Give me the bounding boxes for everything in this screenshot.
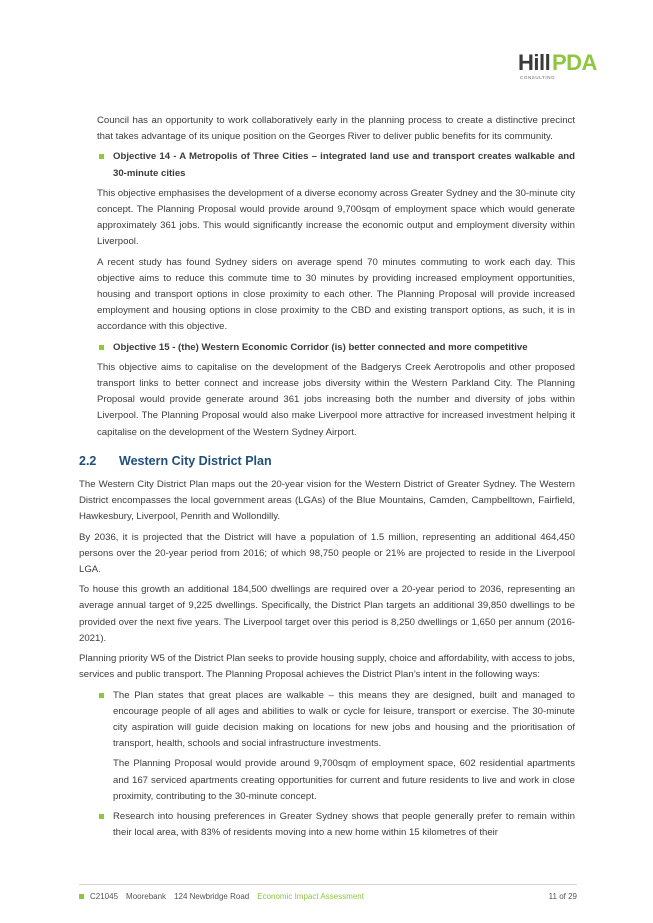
bullet-square-icon [99,154,104,159]
logo-subtitle: CONSULTING [520,75,556,80]
section-heading [79,453,575,469]
logo-text-pda: PDA [552,50,597,75]
bullet-text: Research into housing preferences in Greater Sydney shows that people generally prefer to remain within their local area, with 83% of residents moving into a new home within 15 kilometres of their [113,810,575,839]
objective-14-paragraph-2: A recent study has found Sydney siders on average spend 70 minutes commuting to work each day. This objective aims to reduce this commute time to 30 minutes by providing increased employment opportunities, housing and transport options in close proximity to each other. The Planning Proposal will provide increased employment and housing options in close proximity to the CBD and existing transport options, as such, it is in accordance with this objective. [97,256,575,333]
intro-paragraph: Council has an opportunity to work collaboratively early in the planning process to create a distinctive precinct that takes advantage of its unique position on the Georges River to deliver public benefits for its community. [97,115,575,143]
section-paragraph-1: The Western City District Plan maps out the 20-year vision for the Western District of Greater Sydney. The Western District encompasses the local government areas (LGAs) of the Blue Mountains, Camden, Campbelltown, Fairfield, Hawkesbury, Liverpool, Penrith and Wollondilly. [79,479,575,523]
objective-15-heading [79,340,575,356]
page-footer [79,892,577,901]
section-paragraph-4: Planning priority W5 of the District Plan seeks to provide housing supply, choice and affordability, with access to jobs, services and public transport. The Planning Proposal achieves the District Plan’s intent in the following ways: [79,653,575,681]
objective-15-title: Objective 15 - (the) Western Economic Corridor (is) better connected and more competitive [113,341,528,353]
objective-15-paragraph-1: This objective aims to capitalise on the development of the Badgerys Creek Aerotropolis and other proposed transport links to better connect and increase jobs diversity within the Western Parkland City. The Planning Proposal would provide generate around 361 jobs increasing both the number and diversity of jobs within Liverpool. The Planning Proposal would also make Liverpool more attractive for increased investment helping it capitalise on the development of the Western Sydney Airport. [97,361,575,438]
section-title: Western City District Plan [119,453,272,468]
page-number: 11 of 29 [548,892,577,901]
section-paragraph-2: By 2036, it is projected that the District will have a population of 1.5 million, representing an additional 464,450 persons over the 20-year period from 2016; of which 98,750 people or 21% are projected to reside in the Liverpool LGA. [79,531,575,576]
objective-14-title: Objective 14 - A Metropolis of Three Cities – integrated land use and transport creates walkable and 30-minute cities [113,151,575,179]
footer-square-icon [79,894,84,899]
document-body [79,113,575,845]
bullet-text: The Plan states that great places are walkable – this means they are designed, built and managed to encourage people of all ages and abilities to walk or cycle for leisure, transport or exercise. The 30-minute city aspiration will guide decision making on locations for new jobs and housing and the prioritisation of transport, health, schools and social infrastructure investments. [113,689,575,750]
logo-text-hill: Hill [518,50,551,75]
bullet-square-icon [99,345,104,350]
objective-14-heading [79,149,575,181]
footer-report-title: Economic Impact Assessment [257,892,364,901]
bullet-continuation-paragraph: The Planning Proposal would provide around 9,700sqm of employment space, 602 residential apartments and 167 serviced apartments creating opportunities for current and future residents to live and work in close proximity, contributing to the 30-minute concept. [113,758,575,802]
bullet-item-housing-preferences [79,809,575,841]
section-paragraph-3: To house this growth an additional 184,500 dwellings are required over a 20-year period to 2036, representing an average annual target of 9,225 dwellings. Specifically, the District Plan targets an additional 39,850 dwellings to be provided over the next five years. The Liverpool target over this period is 8,250 dwellings or 1,650 per annum (2016-2021). [79,584,575,644]
footer-project: Moorebank [126,892,167,901]
objective-14-paragraph-1: This objective emphasises the development of a diverse economy across Greater Sydney and the 30-minute city concept. The Planning Proposal would provide around 9,700sqm of employment space which would generate approximately 361 jobs. This would significantly increase the economic output and employment diversity within Liverpool. [97,187,575,248]
footer-code: C21045 [90,892,119,901]
footer-divider [79,884,577,885]
footer-address: 124 Newbridge Road [174,892,250,901]
bullet-item-walkable [79,688,575,753]
bullet-square-icon [99,693,104,698]
hillpda-logo [518,51,608,83]
bullet-square-icon [99,814,104,819]
section-number: 2.2 [79,453,97,468]
